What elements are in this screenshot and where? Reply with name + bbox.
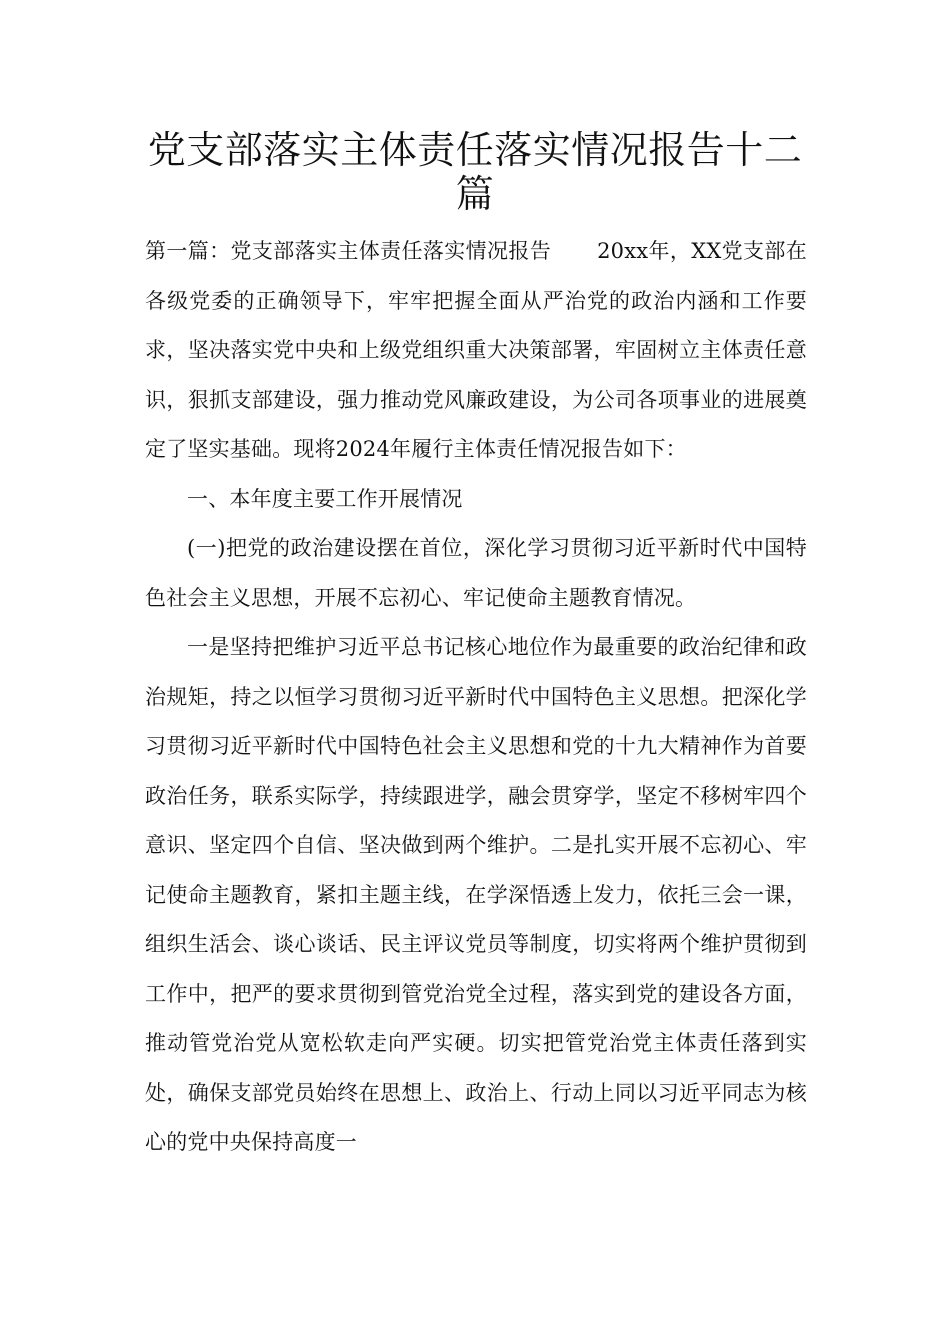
intro-text: 20xx年，XX党支部在各级党委的正确领导下，牢牢把握全面从严治党的政治内涵和工作要求，坚决落实党中央和上级党组织重大决策部署，牢固树立主体责任意识，狠抓支部建设，强力推动党风廉政建设，为公司各项事业的进展奠定了坚实基础。现将2024年履行主体责任情况报告如下：	[145, 239, 807, 461]
body-paragraph: 一是坚持把维护习近平总书记核心地位作为最重要的政治纪律和政治规矩，持之以恒学习贯彻习近平新时代中国特色主义思想。把深化学习贯彻习近平新时代中国特色社会主义思想和党的十九大精神作为首要政治任务，联系实际学，持续跟进学，融会贯穿学，坚定不移树牢四个意识、坚定四个自信、坚决做到两个维护。二是扎实开展不忘初心、牢记使命主题教育，紧扣主题主线，在学深悟透上发力，依托三会一课，组织生活会、谈心谈话、民主评议党员等制度，切实将两个维护贯彻到工作中，把严的要求贯彻到管党治党全过程，落实到党的建设各方面，推动管党治党从宽松软走向严实硬。切实把管党治党主体责任落到实处，确保支部党员始终在思想上、政治上、行动上同以习近平同志为核心的党中央保持高度一	[145, 635, 807, 1154]
intro-heading: 第一篇：党支部落实主体责任落实情况报告	[145, 239, 552, 263]
document-title: 党支部落实主体责任落实情况报告十二篇	[147, 128, 803, 216]
section-heading: 一、本年度主要工作开展情况	[187, 486, 463, 511]
subsection-heading: (一)把党的政治建设摆在首位，深化学习贯彻习近平新时代中国特色社会主义思想，开展不忘初心、牢记使命主题教育情况。	[145, 536, 807, 610]
document-body	[145, 227, 807, 1168]
intro-paragraph	[145, 227, 807, 475]
